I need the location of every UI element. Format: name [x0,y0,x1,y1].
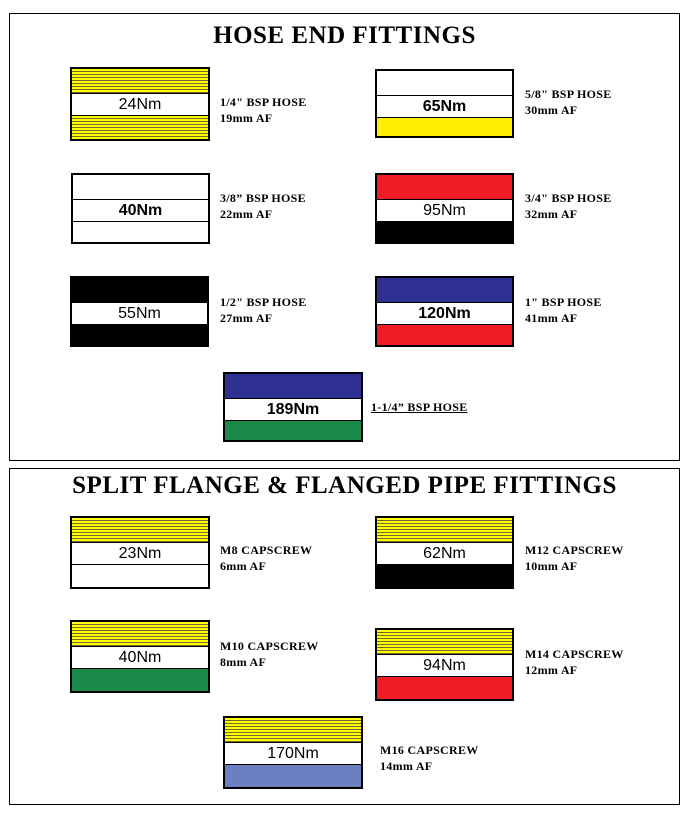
fitting-af: 27mm AF [220,311,273,325]
fitting-af: 41mm AF [525,311,578,325]
top-band [72,69,208,93]
torque-band [377,654,512,677]
torque-value: 95Nm [423,201,466,219]
fitting-size: 1/2" BSP HOSE [220,295,307,309]
fitting-description [371,399,468,415]
bottom-band [377,118,512,138]
fitting-description [525,190,612,222]
fitting-description [525,542,624,574]
torque-value: 94Nm [423,656,466,674]
color-code-label [71,173,210,244]
color-code-label [223,716,363,789]
top-band [377,71,512,95]
fitting-size: M10 CAPSCREW [220,639,319,653]
torque-value: 23Nm [118,544,162,562]
bottom-band [377,325,512,347]
top-band [377,175,512,199]
fitting-description [525,294,602,326]
torque-value: 40Nm [118,648,162,666]
color-code-label [223,372,363,442]
fitting-description [220,542,312,574]
fitting-description [220,190,306,222]
bottom-band [72,325,207,347]
color-code-label [375,628,514,701]
fitting-af: 14mm AF [380,759,433,773]
color-code-label [375,276,514,347]
torque-band [377,302,512,325]
top-band [377,278,512,302]
top-band [225,374,361,398]
fitting-size: 1" BSP HOSE [525,295,602,309]
fitting-description [525,646,624,678]
bottom-band [225,421,361,442]
fitting-size: 3/8” BSP HOSE [220,191,306,205]
torque-value: 170Nm [267,744,319,762]
top-band [72,278,207,302]
fitting-af: 12mm AF [525,663,578,677]
fitting-size: 1-1/4” BSP HOSE [371,400,468,414]
torque-value: 62Nm [423,544,466,562]
bottom-band [377,222,512,244]
top-band [377,630,512,654]
bottom-band [377,565,512,589]
fitting-size: 1/4" BSP HOSE [220,95,307,109]
fitting-size: M14 CAPSCREW [525,647,624,661]
fitting-description [220,94,307,126]
top-band [72,518,208,542]
torque-band [72,646,208,669]
fitting-size: 5/8" BSP HOSE [525,87,612,101]
split-flange-title: SPLIT FLANGE & FLANGED PIPE FITTINGS [72,472,617,499]
fitting-af: 10mm AF [525,559,578,573]
color-code-label [375,69,514,138]
color-code-label [375,173,514,244]
fitting-description [220,294,307,326]
hose-end-title: HOSE END FITTINGS [213,22,476,49]
fitting-af: 32mm AF [525,207,578,221]
torque-band [225,398,361,421]
fitting-description [525,86,612,118]
color-code-label [375,516,514,589]
torque-value: 24Nm [118,95,162,113]
bottom-band [73,222,208,244]
bottom-band [72,565,208,589]
torque-band [225,742,361,765]
fitting-size: M12 CAPSCREW [525,543,624,557]
color-code-label [70,516,210,589]
torque-value: 65Nm [422,97,467,115]
torque-value: 40Nm [118,201,163,219]
torque-value: 120Nm [418,304,471,322]
color-code-label [70,620,210,693]
fitting-af: 6mm AF [220,559,267,573]
fitting-af: 30mm AF [525,103,578,117]
color-code-label [70,67,210,141]
torque-band [72,302,207,325]
fitting-af: 22mm AF [220,207,273,221]
fitting-size: M16 CAPSCREW [380,743,479,757]
torque-value: 55Nm [118,304,161,322]
torque-band [72,93,208,116]
bottom-band [72,669,208,693]
color-code-label [70,276,209,347]
torque-band [72,542,208,565]
top-band [225,718,361,742]
torque-band [377,199,512,222]
fitting-af: 19mm AF [220,111,273,125]
torque-band [377,542,512,565]
bottom-band [377,677,512,701]
torque-value: 189Nm [266,400,320,418]
top-band [73,175,208,199]
torque-band [73,199,208,222]
fitting-af: 8mm AF [220,655,267,669]
fitting-description [220,638,319,670]
bottom-band [225,765,361,789]
fitting-size: M8 CAPSCREW [220,543,313,557]
fitting-description [380,742,479,774]
bottom-band [72,116,208,140]
torque-band [377,95,512,118]
top-band [72,622,208,646]
top-band [377,518,512,542]
fitting-size: 3/4" BSP HOSE [525,191,612,205]
